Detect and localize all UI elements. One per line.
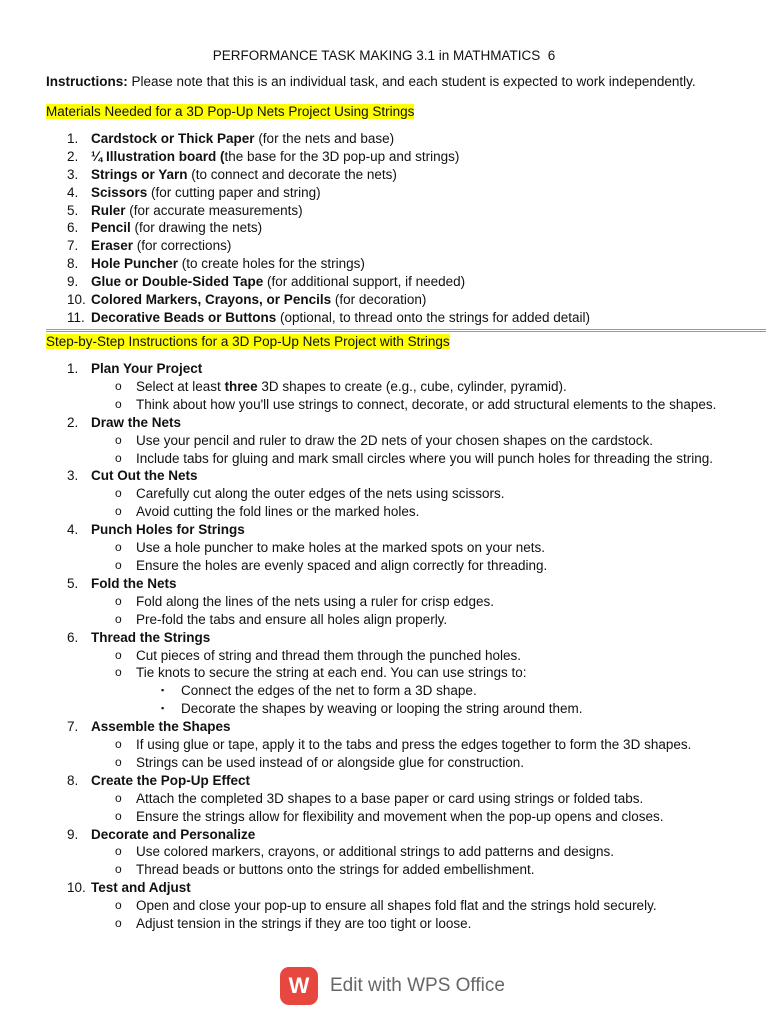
step-title-text: Decorate and Personalize [91,826,256,842]
item-text: Use a hole puncher to make holes at the marked spots on your nets. [136,540,545,556]
bullet-icon: o [115,540,122,555]
item-name: Hole Puncher [91,256,179,272]
list-item [46,450,746,468]
item-text: Avoid cutting the fold lines or the marked holes. [136,504,420,520]
list-item [46,378,746,396]
step-title [46,467,746,485]
item-number: 7. [67,238,79,254]
step-title-text: Draw the Nets [91,414,182,430]
step-title-text: Punch Holes for Strings [91,522,245,538]
step-number: 1. [67,361,79,376]
bullet-icon: o [115,898,122,913]
item-number: 9. [67,274,79,290]
list-item [46,682,746,700]
step-title [46,414,746,432]
list-item [46,184,590,202]
step-number: 4. [67,522,79,538]
item-number: 8. [67,256,79,272]
item-name: Scissors [91,184,148,200]
item-name: Strings or Yarn [91,166,188,182]
item-text: Use your pencil and ruler to draw the 2D nets of your chosen shapes on the cardstock. [136,432,654,448]
item-detail: (for drawing the nets) [130,220,263,236]
watermark-text: Edit with WPS Office [330,975,505,996]
item-number: 10. [67,292,86,308]
list-item [46,130,590,148]
item-detail: (for cutting paper and string) [147,184,321,200]
instructions-text: Please note that this is an individual task, and each student is expected to work independently. [127,74,696,89]
step-2 [46,414,746,468]
item-name: Glue or Double-Sided Tape [91,274,264,290]
section-divider [46,331,766,332]
item-number: 4. [67,184,79,200]
step-title [46,879,746,897]
step-title-text: Test and Adjust [91,880,191,896]
list-item [46,611,746,629]
list-item [46,485,746,503]
steps-list [46,360,746,933]
instructions-line [46,74,696,89]
bullet-icon: o [115,432,122,447]
list-item [46,557,746,575]
list-item [46,309,590,327]
step-number: 7. [67,719,79,735]
bullet-icon: o [115,665,122,680]
step-title-text: Plan Your Project [91,361,203,376]
item-detail: (for the nets and base) [254,131,395,146]
item-name: Ruler [91,202,126,218]
list-item [46,539,746,557]
item-text: If using glue or tape, apply it to the tabs and press the edges together to form the 3D shapes. [136,737,692,753]
item-text: Fold along the lines of the nets using a ruler for crisp edges. [136,593,494,609]
step-10 [46,879,746,933]
list-item [46,593,746,611]
bullet-icon: o [115,504,122,519]
list-item [46,202,590,220]
step-8 [46,772,746,826]
bullet-icon: o [115,737,122,752]
item-name: Cardstock or Thick Paper [91,131,255,146]
step-number: 5. [67,575,79,591]
step-title-text: Cut Out the Nets [91,468,198,484]
list-item [46,166,590,184]
item-detail: (for corrections) [133,238,232,254]
step-title [46,360,746,378]
bullet-icon: o [115,916,122,931]
item-text: Pre-fold the tabs and ensure all holes align properly. [136,611,448,627]
item-detail: (to create holes for the strings) [178,256,365,272]
item-number: 3. [67,166,79,182]
item-detail: (for decoration) [331,292,427,308]
instructions-label: Instructions: [46,74,128,89]
item-text: Ensure the holes are evenly spaced and align correctly for threading. [136,557,548,573]
item-name: Colored Markers, Crayons, or Pencils [91,292,332,308]
step-title-text: Fold the Nets [91,575,177,591]
bullet-icon: o [115,808,122,823]
item-text: Strings can be used instead of or alongside glue for construction. [136,754,524,770]
item-detail: (to connect and decorate the nets) [187,166,397,182]
wps-watermark[interactable] [280,966,510,1006]
item-text: 3D shapes to create (e.g., cube, cylinder, pyramid). [257,378,567,394]
item-text: Think about how you'll use strings to connect, decorate, or add structural elements to the shapes. [136,396,717,412]
item-detail: (for additional support, if needed) [263,274,466,290]
bullet-icon: o [115,754,122,769]
step-title-text: Create the Pop-Up Effect [91,772,251,788]
item-name: Decorative Beads or Buttons [91,309,277,325]
step-7 [46,718,746,772]
item-text: Attach the completed 3D shapes to a base paper or card using strings or folded tabs. [136,790,644,806]
step-1 [46,360,746,414]
list-item [46,396,746,414]
list-item [46,664,746,682]
item-text: Decorate the shapes by weaving or looping the string around them. [181,701,583,717]
item-number: 6. [67,220,79,236]
bullet-icon: o [115,862,122,877]
item-text: Connect the edges of the net to form a 3D shape. [181,683,477,699]
list-item [46,754,746,772]
step-9 [46,826,746,880]
item-detail: the base for the 3D pop-up and strings) [224,148,460,164]
list-item [46,897,746,915]
step-title [46,772,746,790]
item-number: 1. [67,131,79,146]
step-4 [46,521,746,575]
item-text: Thread beads or buttons onto the strings for added embellishment. [136,862,535,878]
list-item [46,237,590,255]
list-item [46,647,746,665]
step-title [46,826,746,844]
item-emphasis: three [224,378,258,394]
bullet-icon: o [115,557,122,572]
steps-heading-wrap [46,333,450,351]
step-title [46,575,746,593]
materials-heading-wrap [46,103,414,121]
bullet-icon: o [115,378,122,393]
item-detail: (for accurate measurements) [125,202,303,218]
step-number: 8. [67,772,79,788]
item-text: Tie knots to secure the string at each end. You can use strings to: [136,665,527,681]
step-title-text: Assemble the Shapes [91,719,231,735]
item-text: Adjust tension in the strings if they are too tight or loose. [136,916,472,932]
step-number: 9. [67,826,79,842]
list-item [46,219,590,237]
materials-heading: Materials Needed for a 3D Pop-Up Nets Project Using Strings [46,104,415,119]
wps-logo-icon: W [280,967,318,1005]
list-item [46,861,746,879]
step-title [46,718,746,736]
square-bullet-icon: ▪ [161,703,165,714]
item-name: ¼ Illustration board ( [91,148,225,164]
bullet-icon: o [115,593,122,608]
list-item [46,255,590,273]
item-number: 2. [67,148,79,164]
item-text: Ensure the strings allow for flexibility and movement when the pop-up opens and closes. [136,808,664,824]
step-5 [46,575,746,629]
bullet-icon: o [115,790,122,805]
item-name: Eraser [91,238,134,254]
list-item [46,915,746,933]
list-item [46,700,746,718]
item-text: Open and close your pop-up to ensure all shapes fold flat and the strings hold securely. [136,898,657,914]
steps-heading: Step-by-Step Instructions for a 3D Pop-Up Nets Project with Strings [46,334,450,349]
step-number: 10. [67,880,86,896]
list-item [46,432,746,450]
item-name: Pencil [91,220,131,236]
bullet-icon: o [115,647,122,662]
item-number: 11. [67,309,85,325]
step-title-text: Thread the Strings [91,629,211,645]
step-6 [46,629,746,719]
bullet-icon: o [115,844,122,859]
bullet-icon: o [115,611,122,626]
item-text: Cut pieces of string and thread them through the punched holes. [136,647,522,663]
list-item [46,790,746,808]
item-text: Use colored markers, crayons, or additional strings to add patterns and designs. [136,844,614,860]
step-number: 6. [67,629,79,645]
bullet-icon: o [115,450,122,465]
step-3 [46,467,746,521]
list-item [46,843,746,861]
item-text: Select at least [136,378,225,394]
step-number: 2. [67,414,79,430]
step-title [46,521,746,539]
item-number: 5. [67,202,79,218]
section-divider [46,329,766,330]
list-item [46,808,746,826]
item-text: Include tabs for gluing and mark small circles where you will punch holes for threading the string. [136,450,714,466]
bullet-icon: o [115,486,122,501]
document-title: PERFORMANCE TASK MAKING 3.1 in MATHMATICS 6 [212,48,556,63]
list-item [46,736,746,754]
step-number: 3. [67,468,79,484]
list-item [46,291,590,309]
square-bullet-icon: ▪ [161,685,165,696]
list-item [46,503,746,521]
materials-list [46,130,590,327]
list-item [46,148,590,166]
item-detail: (optional, to thread onto the strings for added detail) [276,309,590,325]
step-title [46,629,746,647]
item-text: Carefully cut along the outer edges of the nets using scissors. [136,486,505,502]
bullet-icon: o [115,396,122,411]
list-item [46,273,590,291]
